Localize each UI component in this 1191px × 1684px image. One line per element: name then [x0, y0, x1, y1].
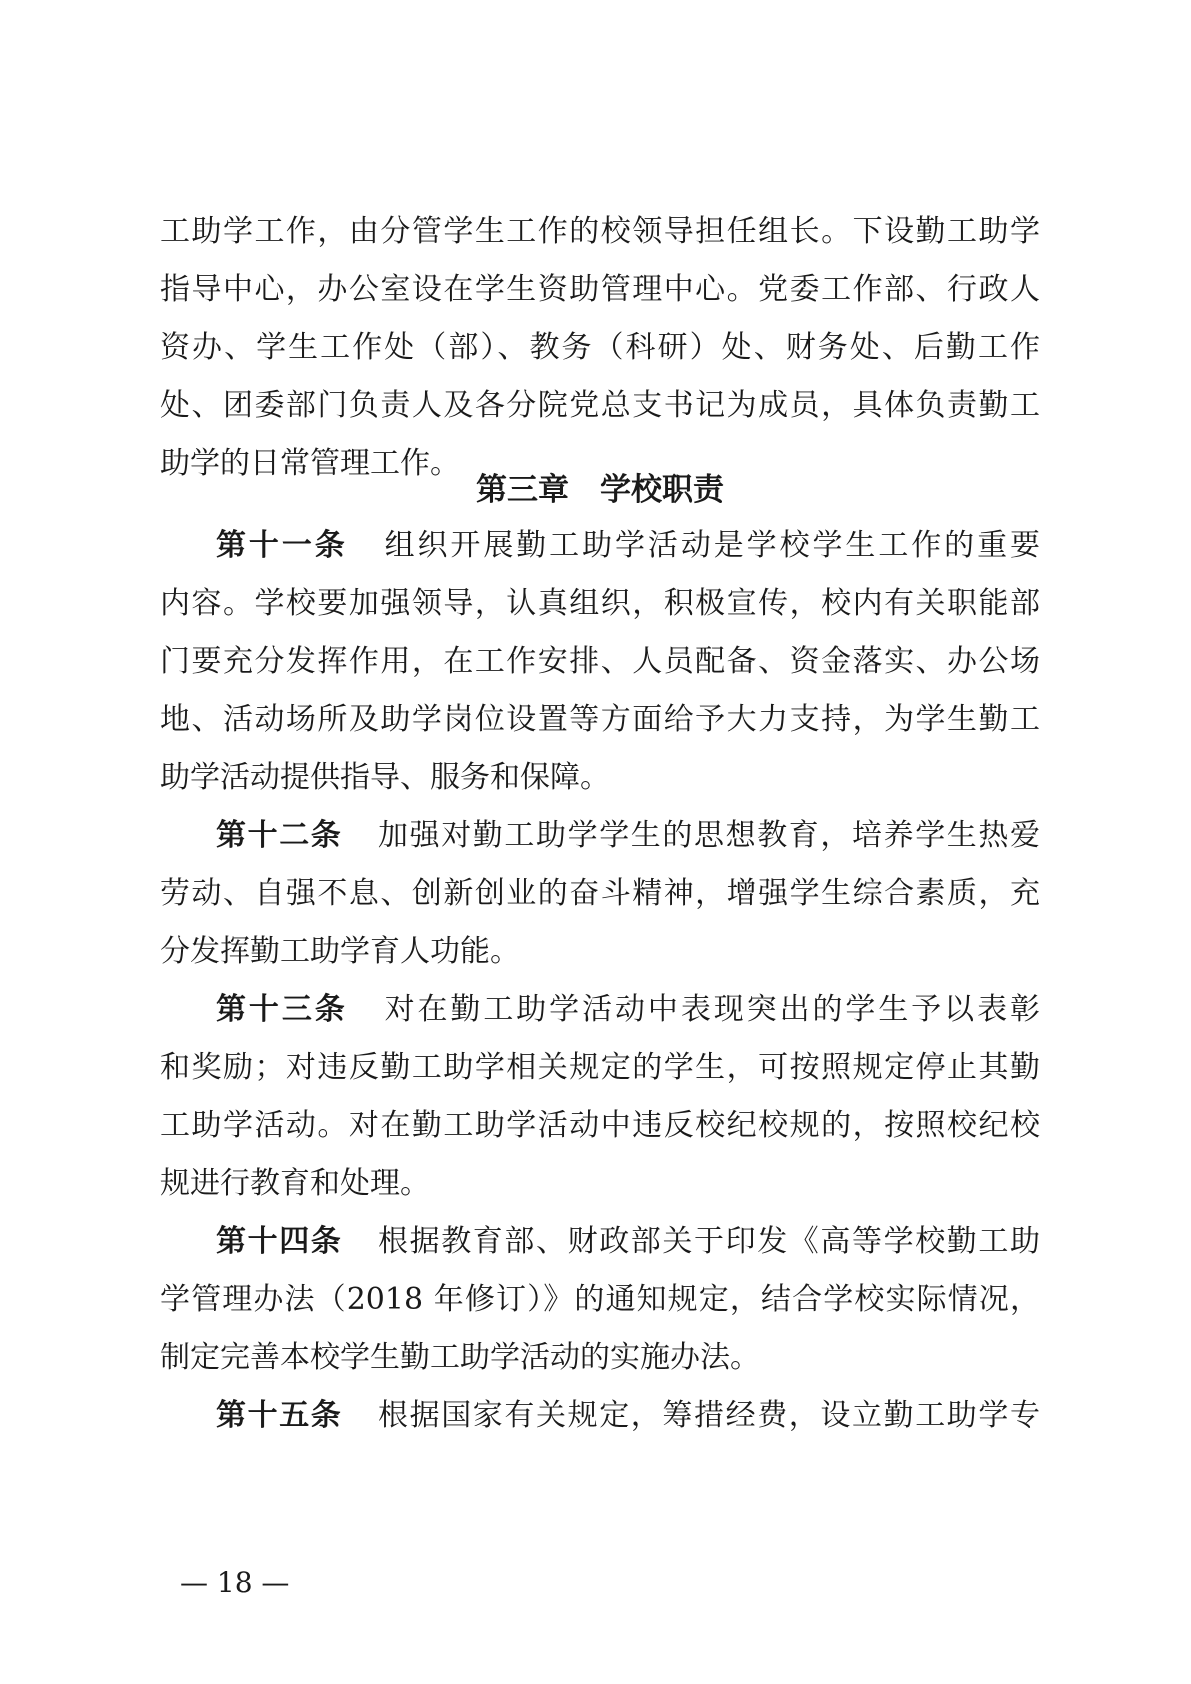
article-line: 学管理办法（2018 年修订）》的通知规定，结合学校实际情况，: [160, 1282, 1040, 1317]
article-text: 对在勤工助学活动中表现突出的学生予以表彰: [381, 992, 1041, 1027]
article-text: 根据国家有关规定，筹措经费，设立勤工助学专: [376, 1398, 1041, 1433]
article-line: 劳动、自强不息、创新创业的奋斗精神，增强学生综合素质，充: [160, 876, 1040, 911]
article-first-line: [216, 816, 1040, 856]
article-line: 工助学活动。对在勤工助学活动中违反校纪校规的，按照校纪校: [160, 1108, 1040, 1143]
article-first-line: [216, 1396, 1040, 1436]
paragraph-line: 处、团委部门负责人及各分院党总支书记为成员，具体负责勤工: [160, 388, 1040, 423]
article-first-line: [216, 1222, 1040, 1262]
article-line: 和奖励；对违反勤工助学相关规定的学生，可按照规定停止其勤: [160, 1050, 1040, 1085]
paragraph-line: 指导中心，办公室设在学生资助管理中心。党委工作部、行政人: [160, 272, 1040, 307]
article-line: 分发挥勤工助学育人功能。: [160, 934, 520, 969]
article-line: 制定完善本校学生勤工助学活动的实施办法。: [160, 1340, 760, 1375]
paragraph-line: 工助学工作，由分管学生工作的校领导担任组长。下设勤工助学: [160, 214, 1040, 249]
paragraph-line: 助学的日常管理工作。: [160, 446, 460, 481]
chapter-title: 第三章 学校职责: [476, 472, 724, 508]
article-text: 加强对勤工助学学生的思想教育，培养学生热爱: [376, 818, 1041, 853]
article-label: 第十二条: [216, 818, 343, 853]
article-label: 第十五条: [216, 1398, 343, 1433]
article-label: 第十四条: [216, 1224, 343, 1259]
article-line: 地、活动场所及助学岗位设置等方面给予大力支持，为学生勤工: [160, 702, 1040, 737]
article-line: 内容。学校要加强领导，认真组织，积极宣传，校内有关职能部: [160, 586, 1040, 621]
article-line: 助学活动提供指导、服务和保障。: [160, 760, 610, 795]
article-first-line: [216, 990, 1040, 1030]
paragraph-line: 资办、学生工作处（部）、教务（科研）处、财务处、后勤工作: [160, 330, 1040, 365]
article-line: 规进行教育和处理。: [160, 1166, 430, 1201]
article-line: 门要充分发挥作用，在工作安排、人员配备、资金落实、办公场: [160, 644, 1040, 679]
page-number: — 18 —: [180, 1566, 290, 1599]
article-label: 第十一条: [216, 528, 348, 563]
article-text: 根据教育部、财政部关于印发《高等学校勤工助: [376, 1224, 1041, 1259]
article-first-line: [216, 526, 1040, 566]
article-label: 第十三条: [216, 992, 348, 1027]
article-text: 组织开展勤工助学活动是学校学生工作的重要: [381, 528, 1041, 563]
